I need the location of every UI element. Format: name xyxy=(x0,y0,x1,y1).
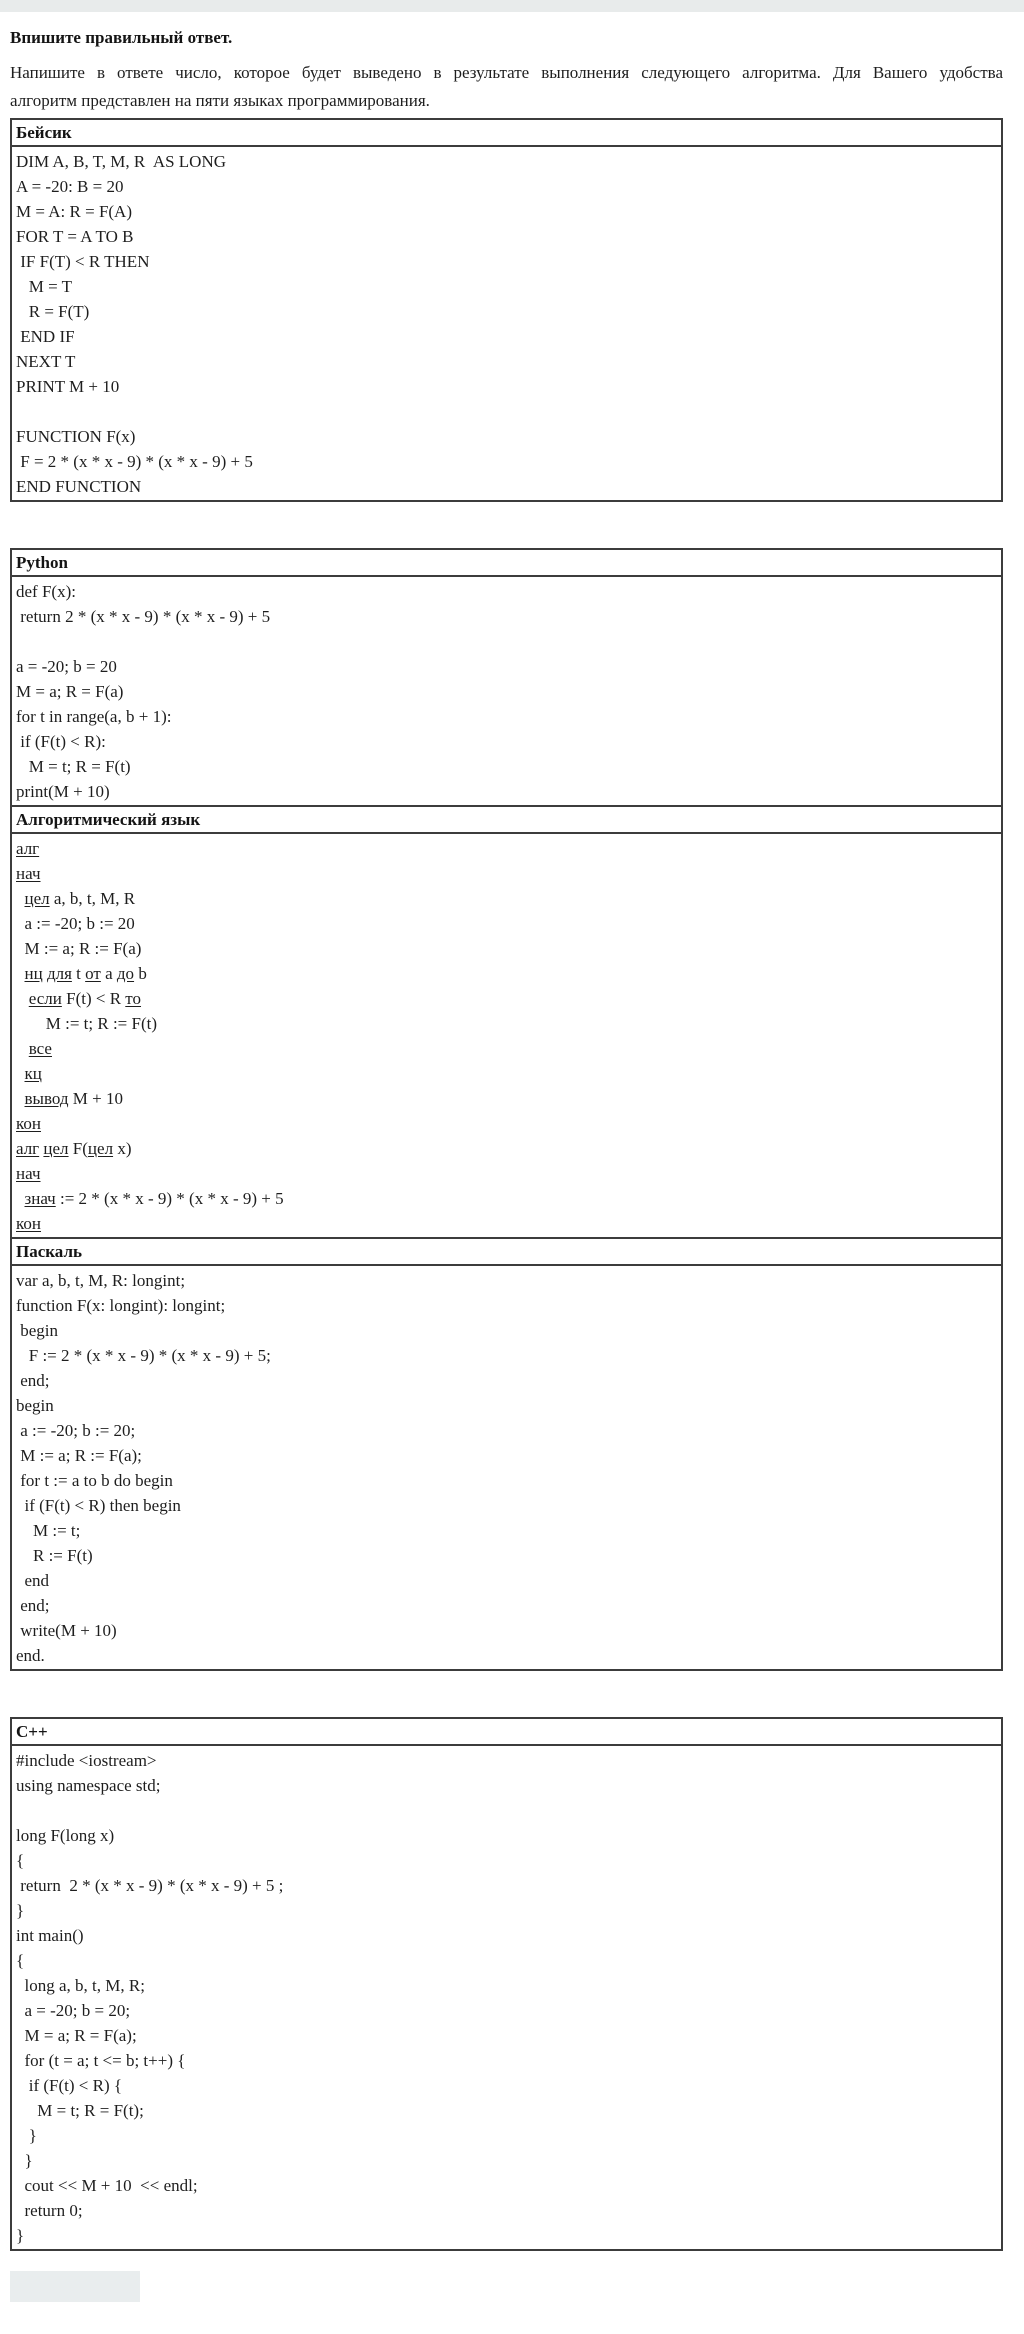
code-line: end xyxy=(16,1571,50,1590)
code-line: если F(t) < R то xyxy=(28,989,142,1008)
code-line xyxy=(16,1061,997,1086)
code-line: long F(long x) xyxy=(16,1826,115,1845)
code-line: begin xyxy=(16,1396,54,1415)
code-line: } xyxy=(16,2226,25,2245)
code-line xyxy=(16,836,997,861)
code-line xyxy=(16,1036,997,1061)
code-line: { xyxy=(16,1951,25,1970)
code-line: if (F(t) < R) { xyxy=(16,2076,123,2095)
algo-keyword: цел xyxy=(87,1139,114,1158)
code-line: return 2 * (x * x - 9) * (x * x - 9) + 5 ; xyxy=(16,1876,284,1895)
table-group xyxy=(10,1717,1003,2251)
code-line: M = a; R = F(a); xyxy=(16,2026,137,2045)
code-line xyxy=(16,629,997,654)
code-line: A = -20: B = 20 xyxy=(16,177,124,196)
algo-keyword: кц xyxy=(24,1064,42,1083)
code-line: function F(x: longint): longint; xyxy=(16,1296,226,1315)
algo-keyword: нач xyxy=(16,1164,41,1183)
code-block xyxy=(12,834,1001,1237)
code-line: цел a, b, t, M, R xyxy=(24,889,136,908)
code-line: write(M + 10) xyxy=(16,1621,117,1640)
algo-keyword: вывод xyxy=(24,1089,69,1108)
algo-keyword: цел xyxy=(24,889,50,908)
code-line: M = t; R = F(t) xyxy=(16,757,131,776)
code-line: a = -20; b = 20 xyxy=(16,657,117,676)
code-line: R = F(T) xyxy=(16,302,90,321)
algo-keyword: нач xyxy=(16,864,41,883)
code-line: PRINT M + 10 xyxy=(16,377,120,396)
language-header: Бейсик xyxy=(12,120,1001,147)
code-line: return 2 * (x * x - 9) * (x * x - 9) + 5 xyxy=(16,607,271,626)
code-line: return 0; xyxy=(16,2201,83,2220)
code-line xyxy=(16,399,997,424)
code-line: FOR T = A TO B xyxy=(16,227,134,246)
code-line: { xyxy=(16,1851,25,1870)
code-line xyxy=(16,1798,997,1823)
code-table-section xyxy=(12,805,1001,1237)
code-line: знач := 2 * (x * x - 9) * (x * x - 9) + 5 xyxy=(24,1189,284,1208)
algo-keyword: от xyxy=(85,964,101,983)
code-line: def F(x): xyxy=(16,582,76,601)
code-line: if (F(t) < R): xyxy=(16,732,106,751)
code-line: алг цел F(цел x) xyxy=(16,1139,132,1158)
code-line: F := 2 * (x * x - 9) * (x * x - 9) + 5; xyxy=(16,1346,271,1365)
code-line: for (t = a; t <= b; t++) { xyxy=(16,2051,186,2070)
code-table-section xyxy=(12,1237,1001,1669)
code-line: M := a; R := F(a); xyxy=(16,1446,142,1465)
top-strip xyxy=(0,0,1024,12)
code-line: #include <iostream> xyxy=(16,1751,157,1770)
code-line: for t in range(a, b + 1): xyxy=(16,707,172,726)
page-title: Впишите правильный ответ. xyxy=(10,28,233,47)
code-line: M = a; R = F(a) xyxy=(16,682,124,701)
language-header: Паскаль xyxy=(12,1239,1001,1266)
code-line: print(M + 10) xyxy=(16,782,110,801)
code-line: if (F(t) < R) then begin xyxy=(16,1496,181,1515)
algo-keyword: если xyxy=(28,989,62,1008)
code-line: M = A: R = F(A) xyxy=(16,202,132,221)
code-line: M := t; R := F(t) xyxy=(16,1014,158,1033)
language-header: Алгоритмический язык xyxy=(12,807,1001,834)
task-description-line: Напишите в ответе число, которое будет выведено в результате выполнения следующего алгоритма. Для Вашего удобства xyxy=(10,63,1003,82)
task-content xyxy=(10,12,1003,2302)
code-line: a = -20; b = 20; xyxy=(16,2001,131,2020)
code-line: } xyxy=(16,1901,25,1920)
answer-input[interactable] xyxy=(10,2271,140,2302)
code-table-section xyxy=(12,1719,1001,2249)
code-line: F = 2 * (x * x - 9) * (x * x - 9) + 5 xyxy=(16,452,253,471)
algo-keyword: алг xyxy=(16,1139,40,1158)
algo-keyword: все xyxy=(28,1039,52,1058)
code-line xyxy=(16,861,997,886)
code-line: end; xyxy=(16,1371,50,1390)
algo-keyword: кон xyxy=(16,1214,41,1233)
code-line: using namespace std; xyxy=(16,1776,161,1795)
algo-keyword: до xyxy=(116,964,135,983)
code-line: M = T xyxy=(16,277,73,296)
code-line: end. xyxy=(16,1646,45,1665)
algo-keyword: для xyxy=(46,964,72,983)
code-line: begin xyxy=(16,1321,59,1340)
code-line: a := -20; b := 20; xyxy=(16,1421,136,1440)
code-line: IF F(T) < R THEN xyxy=(16,252,150,271)
code-block xyxy=(12,577,1001,805)
algo-keyword: алг xyxy=(16,839,40,858)
table-group xyxy=(10,118,1003,502)
code-line: } xyxy=(16,2151,33,2170)
code-line: M = t; R = F(t); xyxy=(16,2101,144,2120)
language-header: Python xyxy=(12,550,1001,577)
code-line: нц для t от a до b xyxy=(24,964,147,983)
code-line: FUNCTION F(x) xyxy=(16,427,136,446)
code-line: cout << M + 10 << endl; xyxy=(16,2176,198,2195)
code-block xyxy=(12,147,1001,500)
code-line: M := t; xyxy=(16,1521,81,1540)
code-line: R := F(t) xyxy=(16,1546,93,1565)
code-line xyxy=(16,1161,997,1186)
algo-keyword: кон xyxy=(16,1114,41,1133)
algo-keyword: нц xyxy=(24,964,43,983)
task-description-line: алгоритм представлен на пяти языках программирования. xyxy=(10,91,430,110)
code-line: a := -20; b := 20 xyxy=(16,914,135,933)
algo-keyword: то xyxy=(125,989,142,1008)
code-line: вывод M + 10 xyxy=(24,1089,123,1108)
code-line: end; xyxy=(16,1596,50,1615)
code-block xyxy=(12,1266,1001,1669)
code-line: long a, b, t, M, R; xyxy=(16,1976,145,1995)
code-line: END FUNCTION xyxy=(16,477,142,496)
code-line: int main() xyxy=(16,1926,84,1945)
code-line: NEXT T xyxy=(16,352,76,371)
code-table-section xyxy=(12,120,1001,500)
code-block xyxy=(12,1746,1001,2249)
code-line: M := a; R := F(a) xyxy=(16,939,142,958)
algo-keyword: цел xyxy=(43,1139,69,1158)
code-line: END IF xyxy=(16,327,75,346)
code-line xyxy=(16,1211,997,1236)
code-line: DIM A, B, T, M, R AS LONG xyxy=(16,152,227,171)
task-description xyxy=(10,59,1003,115)
language-header: C++ xyxy=(12,1719,1001,1746)
code-line: var a, b, t, M, R: longint; xyxy=(16,1271,186,1290)
code-line: for t := a to b do begin xyxy=(16,1471,173,1490)
code-line: } xyxy=(16,2126,37,2145)
code-table-section xyxy=(12,550,1001,805)
code-line xyxy=(16,1111,997,1136)
algo-keyword: знач xyxy=(24,1189,56,1208)
table-group xyxy=(10,548,1003,1671)
